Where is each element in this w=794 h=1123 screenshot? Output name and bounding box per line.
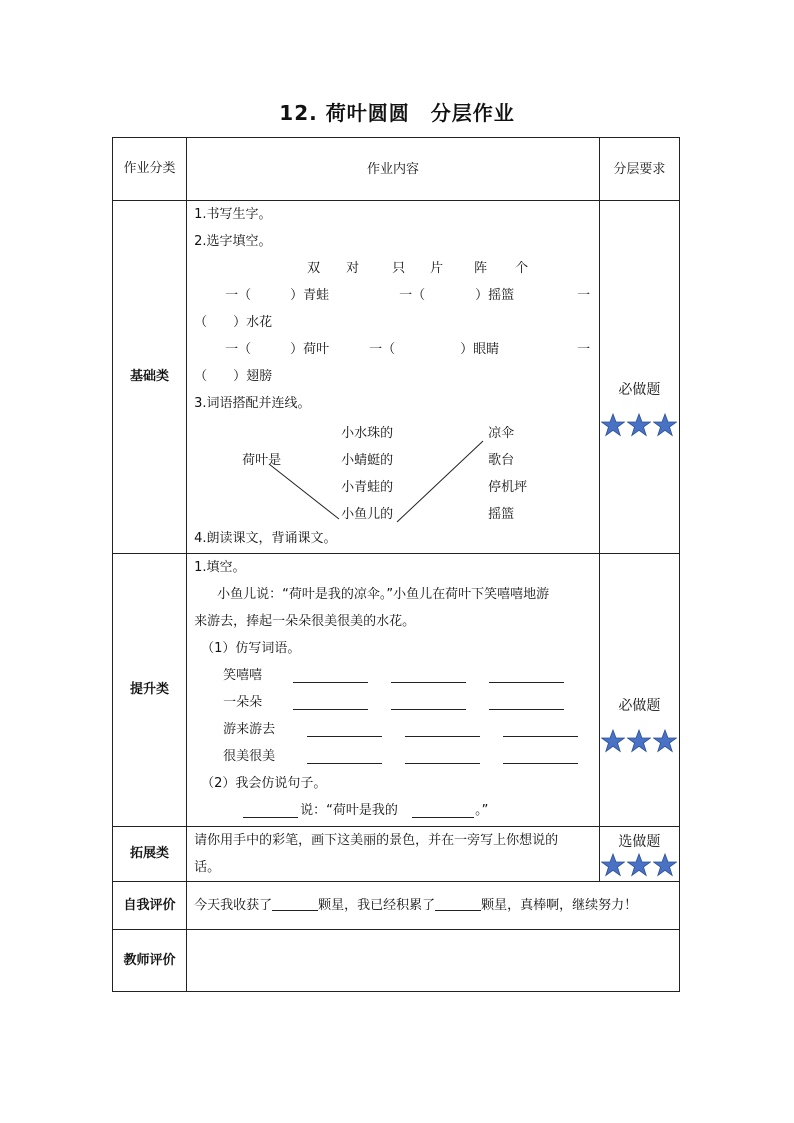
teacher-eval-row [113, 930, 680, 992]
imitate-row [187, 689, 599, 716]
fill-line-3 [187, 336, 599, 363]
fill-suffix: ）摇篮 [475, 288, 515, 303]
fill-suffix: ）眼睛 [460, 342, 500, 357]
self-eval-category: 自我评价 [113, 882, 187, 930]
imitate-word: 游来游去 [223, 722, 276, 737]
word-choice: 片 [430, 261, 444, 276]
word-choice: 个 [515, 261, 529, 276]
basic-q2: 2.选字填空。 [194, 234, 272, 249]
basic-requirement [599, 201, 679, 554]
passage-line: 来游去，捧起一朵朵很美很美的水花。 [194, 614, 416, 629]
fill-suffix: ）荷叶 [290, 342, 330, 357]
self-eval-part: 颗星，真棒啊，继续努力！ [481, 898, 638, 913]
basic-q4: 4.朗读课文，背诵课文。 [194, 531, 337, 546]
answer-blank[interactable] [489, 668, 564, 683]
word-choice: 对 [346, 261, 360, 276]
answer-blank[interactable] [503, 749, 578, 764]
extension-requirement [599, 827, 679, 882]
answer-blank[interactable] [307, 749, 382, 764]
fill-line-1 [187, 282, 599, 309]
fill-suffix: ）青蛙 [290, 288, 330, 303]
fill-line-4: （ ）翅膀 [194, 369, 273, 384]
match-subject: 荷叶是 [242, 453, 282, 468]
match-left-item: 小鱼儿的 [341, 507, 394, 522]
imitate-word: 笑嘻嘻 [223, 668, 263, 683]
extension-category: 拓展类 [113, 827, 187, 882]
fill-prefix: 一（ [225, 288, 252, 303]
answer-blank[interactable] [405, 722, 480, 737]
self-eval-row [113, 882, 680, 930]
basic-row [113, 201, 680, 554]
fill-prefix: 一（ [369, 342, 396, 357]
match-line [269, 464, 339, 519]
word-choices [187, 255, 599, 282]
word-choice: 阵 [474, 261, 488, 276]
self-eval-text [187, 892, 679, 919]
answer-blank[interactable] [293, 668, 368, 683]
sentence-line [187, 797, 599, 824]
word-choice: 双 [307, 261, 321, 276]
passage-line: 小鱼儿说：“荷叶是我的凉伞。”小鱼儿在荷叶下笑嘻嘻地游 [217, 587, 550, 602]
requirement-label: 必做题 [618, 382, 661, 398]
match-left-item: 小青蛙的 [341, 480, 394, 495]
advanced-sub2: （2）我会仿说句子。 [201, 776, 327, 791]
advanced-category: 提升类 [113, 554, 187, 827]
answer-blank[interactable] [435, 896, 481, 911]
answer-blank[interactable] [489, 695, 564, 710]
imitate-word: 一朵朵 [223, 695, 263, 710]
answer-blank[interactable] [412, 803, 474, 818]
advanced-requirement [599, 554, 679, 827]
star-icon [601, 853, 625, 877]
header-row [113, 138, 680, 201]
answer-blank[interactable] [307, 722, 382, 737]
match-left-item: 小水珠的 [341, 426, 394, 441]
answer-blank[interactable] [391, 695, 466, 710]
fill-prefix: 一 [577, 342, 591, 357]
page-title: 12. 荷叶圆圆 分层作业 [279, 101, 515, 125]
sentence-end: 。” [475, 803, 489, 818]
header-category: 作业分类 [113, 138, 187, 201]
sentence-text: 说：“荷叶是我的 [300, 803, 398, 818]
star-icon [653, 853, 677, 877]
star-icon [627, 853, 651, 877]
advanced-content [187, 554, 600, 827]
basic-q1: 1.书写生字。 [194, 207, 272, 222]
match-line [397, 441, 483, 522]
imitate-row [187, 662, 599, 689]
match-lines [187, 417, 599, 525]
extension-text: 话。 [194, 860, 221, 875]
requirement-label: 必做题 [618, 698, 661, 714]
word-choice: 只 [392, 261, 406, 276]
advanced-row [113, 554, 680, 827]
imitate-word: 很美很美 [223, 749, 276, 764]
match-right-item: 摇篮 [488, 507, 515, 522]
self-eval-part: 今天我收获了 [194, 898, 273, 913]
basic-q3: 3.词语搭配并连线。 [194, 396, 311, 411]
homework-table [112, 137, 680, 992]
match-right-item: 停机坪 [488, 480, 528, 495]
star-rating [600, 853, 679, 877]
star-icon [653, 413, 677, 437]
match-left-item: 小蜻蜓的 [341, 453, 394, 468]
match-right-item: 歌台 [488, 453, 515, 468]
header-content: 作业内容 [187, 138, 600, 201]
basic-category: 基础类 [113, 201, 187, 554]
answer-blank[interactable] [503, 722, 578, 737]
imitate-row [187, 716, 599, 743]
match-right-item: 凉伞 [488, 426, 515, 441]
extension-text: 请你用手中的彩笔，画下这美丽的景色，并在一旁写上你想说的 [194, 833, 559, 848]
star-icon [653, 729, 677, 753]
extension-row [113, 827, 680, 882]
teacher-eval-content[interactable] [187, 930, 680, 992]
answer-blank[interactable] [391, 668, 466, 683]
requirement-label: 选做题 [618, 834, 661, 850]
matching-exercise [187, 417, 599, 525]
fill-prefix: 一 [577, 288, 591, 303]
fill-prefix: 一（ [399, 288, 426, 303]
star-rating [600, 413, 679, 437]
star-rating [600, 729, 679, 753]
answer-blank[interactable] [405, 749, 480, 764]
imitate-row [187, 743, 599, 770]
star-icon [601, 729, 625, 753]
star-icon [627, 729, 651, 753]
star-icon [627, 413, 651, 437]
answer-blank[interactable] [293, 695, 368, 710]
advanced-sub1: （1）仿写词语。 [201, 641, 301, 656]
answer-blank[interactable] [243, 803, 298, 818]
fill-prefix: 一（ [225, 342, 252, 357]
self-eval-content [187, 882, 680, 930]
fill-line-2: （ ）水花 [194, 315, 273, 330]
star-icon [601, 413, 625, 437]
basic-content [187, 201, 600, 554]
header-requirement: 分层要求 [599, 138, 679, 201]
answer-blank[interactable] [272, 896, 318, 911]
teacher-eval-category: 教师评价 [113, 930, 187, 992]
extension-content [187, 827, 600, 882]
self-eval-part: 颗星，我已经积累了 [318, 898, 436, 913]
advanced-q1: 1.填空。 [194, 560, 246, 575]
